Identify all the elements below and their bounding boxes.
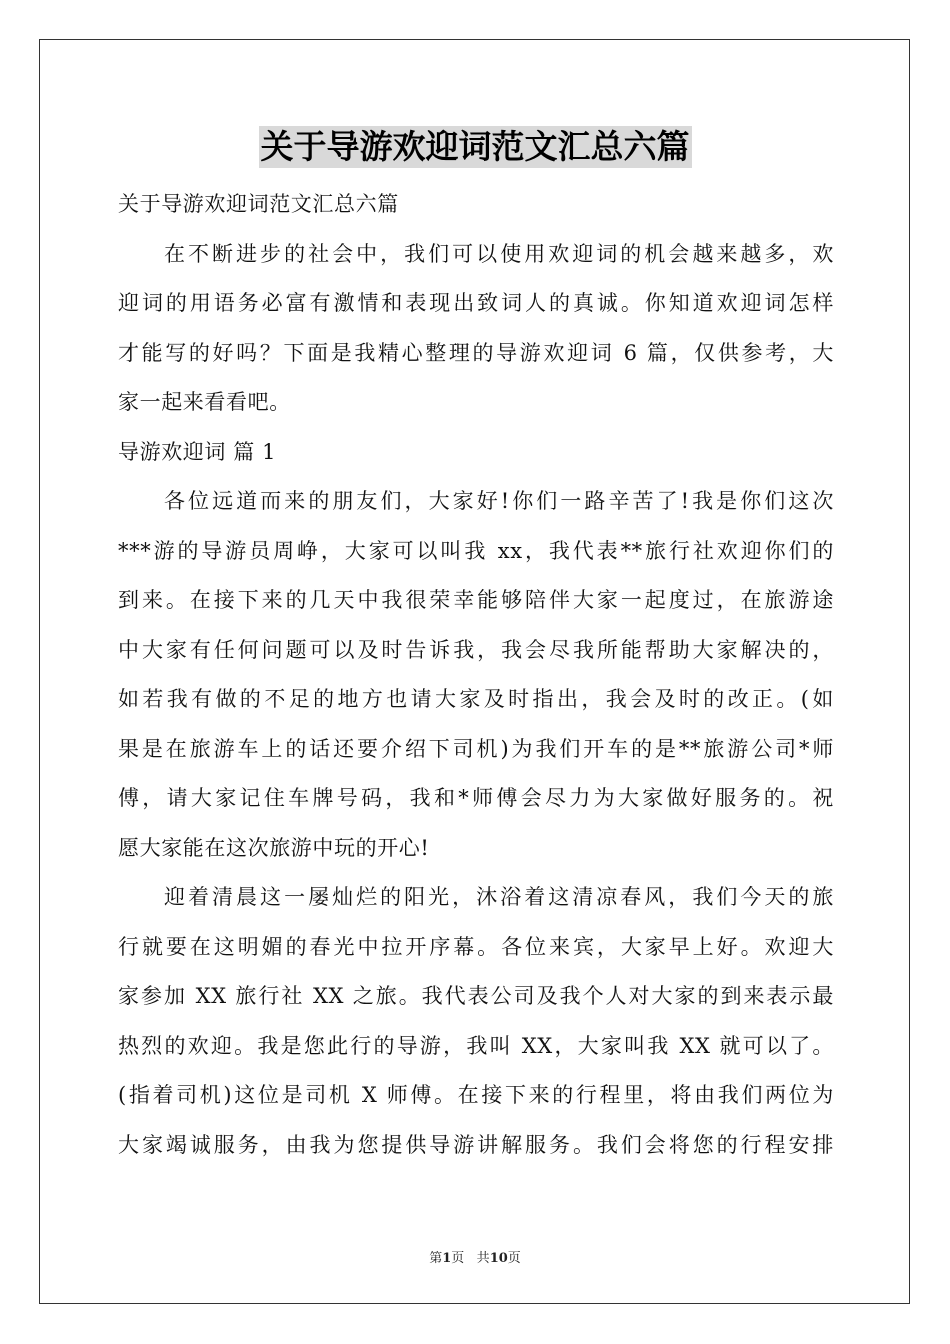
paragraph-line: 傅，请大家记住车牌号码，我和*师傅会尽力为大家做好服务的。祝 bbox=[118, 786, 834, 810]
intro-paragraph bbox=[118, 230, 834, 428]
total-suffix: 页 bbox=[507, 1251, 521, 1266]
paragraph-line: 行就要在这明媚的春光中拉开序幕。各位来宾，大家早上好。欢迎大 bbox=[118, 934, 834, 959]
paragraph-line: (指着司机)这位是司机 X 师傅。在接下来的行程里，将由我们两位为 bbox=[118, 1083, 834, 1107]
speech-paragraph-2 bbox=[118, 873, 834, 1170]
paragraph-line: 热烈的欢迎。我是您此行的导游，我叫 XX，大家叫我 XX 就可以了。 bbox=[118, 1033, 834, 1058]
paragraph-line: 大家竭诚服务，由我为您提供导游讲解服务。我们会将您的行程安排 bbox=[118, 1132, 834, 1157]
paragraph-line: 家参加 XX 旅行社 XX 之旅。我代表公司及我个人对大家的到来表示最 bbox=[118, 984, 834, 1008]
page-footer bbox=[0, 1247, 950, 1266]
paragraph-line: 中大家有任何问题可以及时告诉我，我会尽我所能帮助大家解决的， bbox=[118, 637, 834, 662]
paragraph-line: ***游的导游员周峥，大家可以叫我 xx，我代表**旅行社欢迎你们的 bbox=[118, 538, 834, 563]
intro-line: 才能写的好吗？下面是我精心整理的导游欢迎词 6 篇，仅供参考，大 bbox=[118, 340, 834, 365]
page-number: 1 bbox=[442, 1251, 452, 1266]
total-pages: 10 bbox=[489, 1251, 508, 1266]
paragraph-line: 迎着清晨这一屡灿烂的阳光，沐浴着这清凉春风，我们今天的旅 bbox=[164, 885, 834, 909]
total-prefix: 共 bbox=[476, 1251, 490, 1266]
title-block bbox=[0, 126, 950, 168]
document-subtitle: 关于导游欢迎词范文汇总六篇 bbox=[118, 192, 399, 216]
paragraph-line: 各位远道而来的朋友们，大家好!你们一路辛苦了!我是你们这次 bbox=[164, 489, 834, 513]
document-body bbox=[118, 180, 834, 1170]
paragraph-line: 如若我有做的不足的地方也请大家及时指出，我会及时的改正。(如 bbox=[118, 687, 834, 711]
intro-line: 家一起来看看吧。 bbox=[118, 390, 291, 414]
speech-paragraph-1 bbox=[118, 477, 834, 873]
paragraph-line: 愿大家能在这次旅游中玩的开心! bbox=[118, 835, 430, 860]
document-title: 关于导游欢迎词范文汇总六篇 bbox=[260, 127, 690, 166]
paragraph-line: 到来。在接下来的几天中我很荣幸能够陪伴大家一起度过，在旅游途 bbox=[118, 588, 834, 612]
intro-line: 在不断进步的社会中，我们可以使用欢迎词的机会越来越多，欢 bbox=[164, 241, 834, 266]
section-heading: 导游欢迎词 篇 1 bbox=[118, 439, 277, 464]
page-suffix: 页 bbox=[451, 1251, 465, 1266]
paragraph-line: 果是在旅游车上的话还要介绍下司机)为我们开车的是**旅游公司*师 bbox=[118, 736, 834, 761]
page-prefix: 第 bbox=[429, 1251, 443, 1266]
intro-line: 迎词的用语务必富有激情和表现出致词人的真诚。你知道欢迎词怎样 bbox=[118, 291, 834, 315]
